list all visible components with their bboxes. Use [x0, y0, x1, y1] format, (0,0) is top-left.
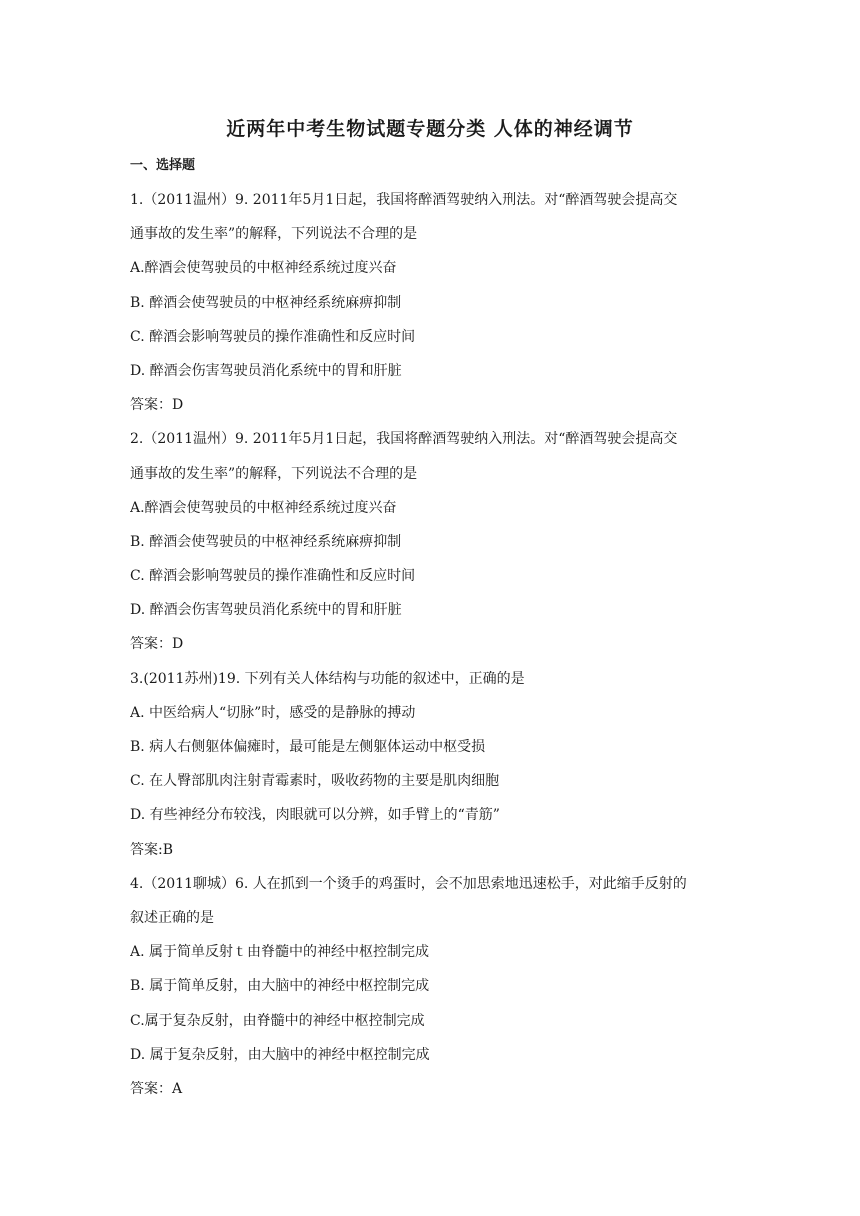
option-c: C.属于复杂反射，由脊髓中的神经中枢控制完成	[130, 1012, 425, 1029]
section-heading: 一、选择题	[130, 158, 196, 173]
answer: 答案：D	[130, 636, 184, 653]
question-stem-line: 通事故的发生率”的解释，下列说法不合理的是	[130, 465, 418, 482]
answer: 答案:B	[130, 841, 174, 858]
option-a: A.醉酒会使驾驶员的中枢神经系统过度兴奋	[130, 499, 397, 516]
question-4	[130, 872, 735, 1111]
question-stem-line: 1.（2011温州）9. 2011年5月1日起，我国将醉酒驾驶纳入刑法。对“醉酒驾驶会提高交	[130, 192, 678, 208]
option-a: A. 中医给病人“切脉”时，感受的是静脉的搏动	[130, 704, 416, 721]
option-a: A. 属于简单反射ｔ由脊髓中的神经中枢控制完成	[130, 944, 430, 961]
option-b: B. 醉酒会使驾驶员的中枢神经系统麻痹抑制	[130, 533, 402, 550]
question-stem-line: 3.(2011苏州)19. 下列有关人体结构与功能的叙述中，正确的是	[130, 670, 525, 687]
option-d: D. 醉酒会伤害驾驶员消化系统中的胃和肝脏	[130, 362, 402, 379]
option-d: D. 属于复杂反射，由大脑中的神经中枢控制完成	[130, 1046, 430, 1063]
option-c: C. 醉酒会影响驾驶员的操作准确性和反应时间	[130, 328, 416, 345]
option-b: B. 属于简单反射，由大脑中的神经中枢控制完成	[130, 978, 430, 995]
question-stem-line: 通事故的发生率”的解释，下列说法不合理的是	[130, 226, 418, 243]
question-stem-line: 叙述正确的是	[130, 909, 214, 926]
option-b: B. 病人右侧躯体偏瘫时，最可能是左侧躯体运动中枢受损	[130, 739, 486, 755]
option-c: C. 在人臀部肌肉注射青霉素时，吸收药物的主要是肌肉细胞	[130, 773, 500, 790]
option-b: B. 醉酒会使驾驶员的中枢神经系统麻痹抑制	[130, 294, 402, 311]
answer: 答案：A	[130, 1080, 183, 1097]
option-d: D. 有些神经分布较浅，肉眼就可以分辨，如手臂上的“青筋”	[130, 807, 500, 824]
option-c: C. 醉酒会影响驾驶员的操作准确性和反应时间	[130, 568, 416, 585]
question-2	[130, 427, 735, 666]
question-3	[130, 667, 735, 872]
question-stem-line: 2.（2011温州）9. 2011年5月1日起，我国将醉酒驾驶纳入刑法。对“醉酒驾驶会提高交	[130, 431, 678, 448]
question-list	[130, 188, 735, 1111]
option-a: A.醉酒会使驾驶员的中枢神经系统过度兴奋	[130, 260, 397, 277]
page-title: 近两年中考生物试题专题分类 人体的神经调节	[226, 118, 634, 140]
question-1	[130, 188, 735, 427]
option-d: D. 醉酒会伤害驾驶员消化系统中的胃和肝脏	[130, 602, 402, 619]
question-stem-line: 4.（2011聊城）6. 人在抓到一个烫手的鸡蛋时，会不加思索地迅速松手，对此缩手反射的	[130, 875, 687, 892]
answer: 答案：D	[130, 397, 184, 414]
